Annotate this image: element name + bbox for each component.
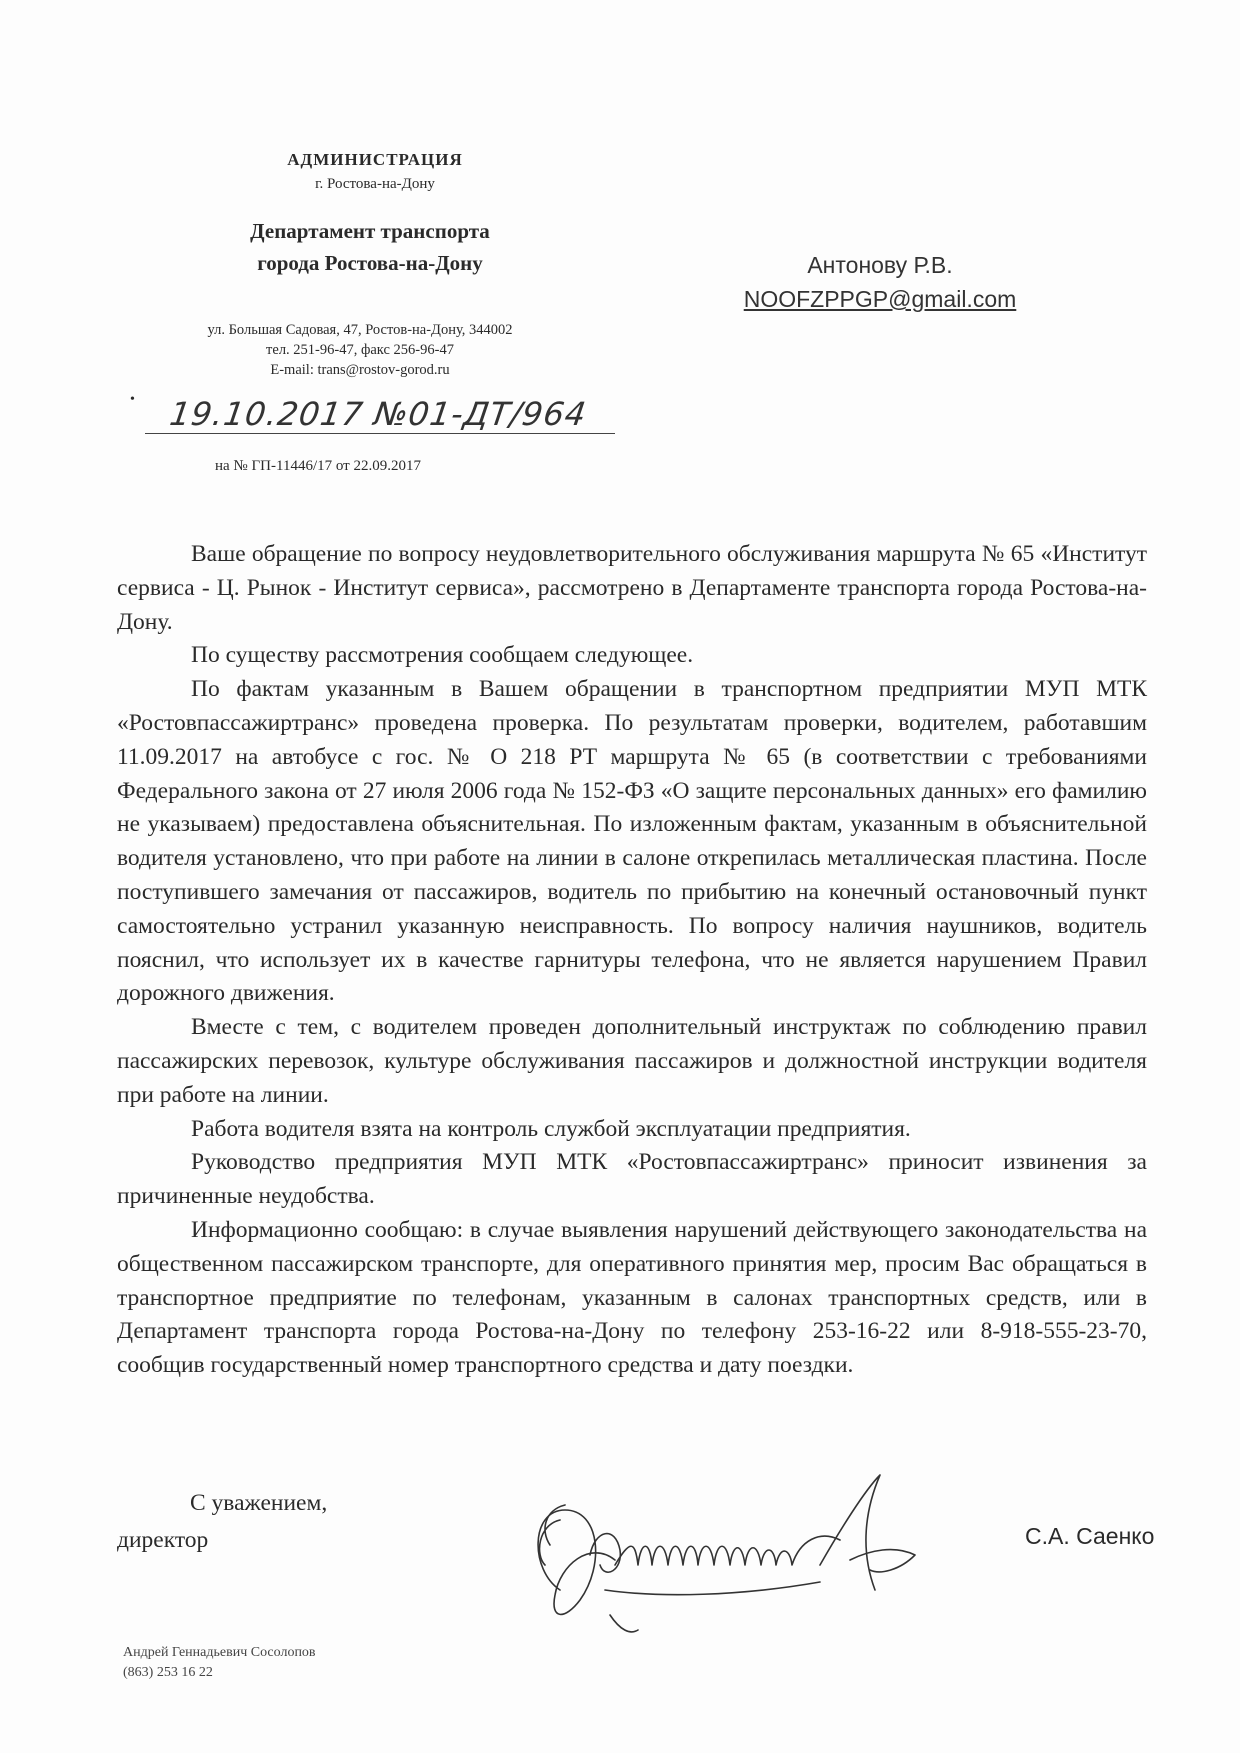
signer-name: С.А. Саенко: [1025, 1523, 1155, 1549]
registration-line: [145, 395, 630, 437]
addressee-name: Антонову Р.В.: [807, 252, 953, 278]
handwritten-signature: [520, 1470, 990, 1640]
executor-footer: [123, 1643, 316, 1683]
registration-dot: •: [130, 392, 135, 407]
addressee: [720, 248, 1040, 316]
department-line-1: Департамент транспорта: [250, 219, 490, 243]
body-paragraph-4: Вместе с тем, с водителем проведен дополнительный инструктаж по соблюдению правил пассажирских перевозок, культуре обслуживания пассажиров и должностной инструкции водителя при работе на линии.: [117, 1014, 1147, 1108]
signer-role: директор: [117, 1527, 209, 1553]
letterhead-phones: тел. 251-96-47, факс 256-96-47: [266, 342, 454, 358]
department-line-2: города Ростова-на-Дону: [257, 251, 483, 275]
body-paragraph-2: По существу рассмотрения сообщаем следующее.: [191, 642, 694, 669]
letter-body: [117, 538, 1147, 1383]
reference-number: на № ГП-11446/17 от 22.09.2017: [215, 458, 421, 474]
letterhead-email: E-mail: trans@rostov-gorod.ru: [270, 362, 450, 378]
letterhead-admin: АДМИНИСТРАЦИЯ: [287, 150, 463, 169]
closing-phrase: С уважением,: [190, 1490, 328, 1516]
letterhead-department: [160, 215, 580, 279]
registration-handwritten: 19.10.2017 №01-ДТ/964: [167, 395, 590, 433]
body-paragraph-5: Работа водителя взята на контроль службой эксплуатации предприятия.: [191, 1115, 911, 1142]
body-paragraph-3: По фактам указанным в Вашем обращении в транспортном предприятии МУП МТК «Ростовпассажиртранс» проведена проверка. По результатам проверки, водителем, работавшим 11.09.2017 на автобусе с гос. № О 218 РТ маршрута № 65 (в соответствии с требованиями Федерального закона от 27 июля 2006 года № 152-ФЗ «О защите персональных данных» его фамилию не указываем) предоставлена объяснительная. По изложенным фактам, указанным в объяснительной водителя установлено, что при работе на линии в салоне открепилась металлическая пластина. После поступившего замечания от пассажиров, водитель по прибытию на конечный остановочный пункт самостоятельно устранил указанную неисправность. По вопросу наличия наушников, водитель пояснил, что использует их в качестве гарнитуры телефона, что не является нарушением Правил дорожного движения.: [117, 676, 1147, 1007]
letterhead-contacts: [140, 320, 580, 380]
body-paragraph-6: Руководство предприятия МУП МТК «Ростовпассажиртранс» приносит извинения за причиненные неудобства.: [117, 1149, 1147, 1210]
letterhead-city: г. Ростова-на-Дону: [315, 176, 435, 192]
letterhead-address: ул. Большая Садовая, 47, Ростов-на-Дону, 344002: [207, 322, 513, 338]
addressee-email: NOOFZPPGP@gmail.com: [743, 286, 1017, 312]
registration-underline: [145, 433, 615, 434]
body-paragraph-1: Ваше обращение по вопросу неудовлетворительного обслуживания маршрута № 65 «Институт сервиса - Ц. Рынок - Институт сервиса», рассмотрено в Департаменте транспорта города Ростова-на-Дону.: [117, 541, 1147, 635]
body-paragraph-7: Информационно сообщаю: в случае выявления нарушений действующего законодательства на общественном пассажирском транспорте, для оперативного принятия мер, просим Вас обращаться в транспортное предприятие по телефонам, указанным в салонах транспортных средств, или в Департамент транспорта города Ростова-на-Дону по телефону 253-16-22 или 8-918-555-23-70, сообщив государственный номер транспортного средства и дату поездки.: [117, 1216, 1147, 1379]
executor-name: Андрей Геннадьевич Сосолопов: [123, 1645, 316, 1660]
letterhead: [140, 150, 580, 378]
executor-phone: (863) 253 16 22: [123, 1665, 213, 1680]
